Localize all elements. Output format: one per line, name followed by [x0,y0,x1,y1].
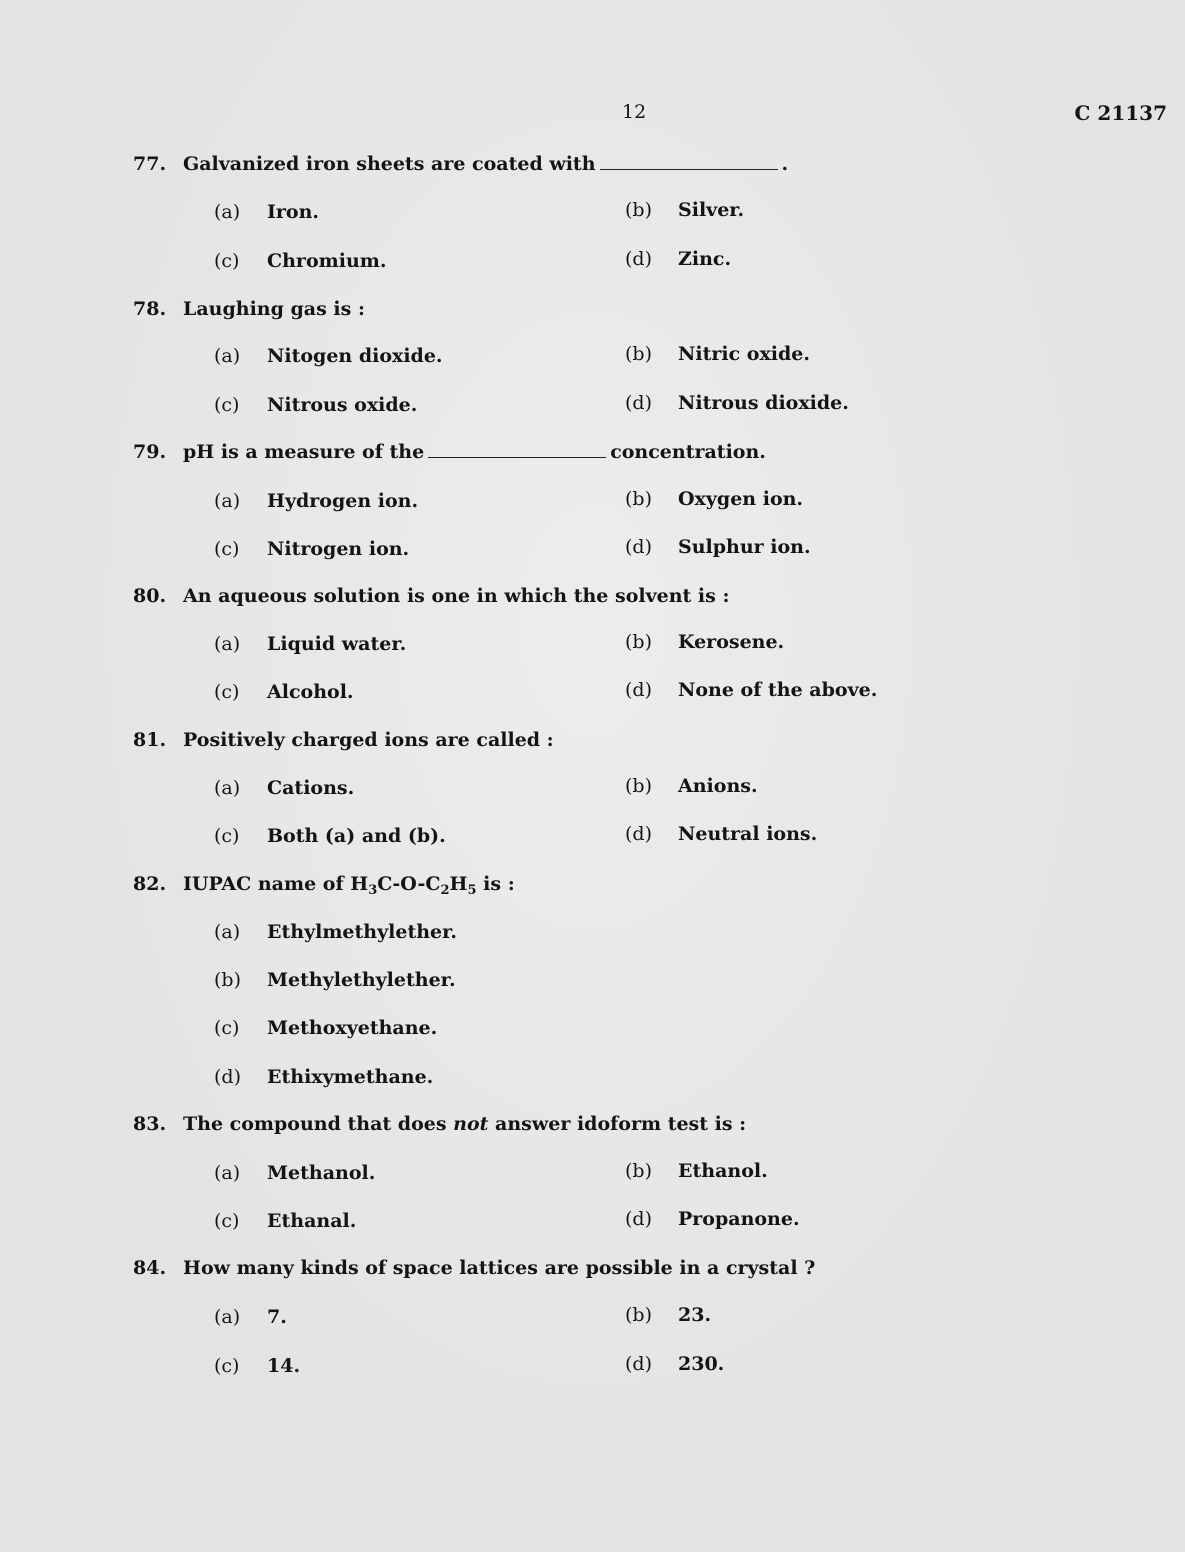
option-82a [214,921,457,943]
question-text-mid2: H [449,873,468,895]
option-label: (a) [214,633,241,655]
option-label: (b) [625,488,652,510]
question-text: IUPAC name of H [183,873,369,895]
question-82 [133,873,515,898]
page-number: 12 [622,101,647,123]
option-text: Methylethylether. [267,969,456,991]
option-83c [214,1210,356,1232]
question-number: 80. [133,585,167,607]
question-number: 79. [133,441,167,463]
option-text: None of the above. [678,679,878,701]
option-text: Liquid water. [267,633,407,655]
option-text: 14. [267,1355,301,1377]
subscript: 5 [467,883,477,898]
question-number: 84. [133,1257,167,1279]
option-label: (b) [625,1304,652,1326]
option-label: (b) [214,969,241,991]
option-label: (d) [625,392,652,414]
option-label: (d) [625,679,652,701]
option-84a [214,1306,287,1328]
option-text: Nitrogen ion. [267,538,410,560]
option-text: Sulphur ion. [678,536,811,558]
option-80b [625,631,784,653]
question-emphasis: not [453,1113,489,1135]
option-text: Ethylmethylether. [267,921,458,943]
question-80 [133,585,729,607]
question-text: pH is a measure of the [183,441,425,463]
option-text: Nitrous dioxide. [678,392,849,414]
option-84c [214,1355,300,1377]
question-number: 82. [133,873,167,895]
option-text: Zinc. [678,248,732,270]
subscript: 2 [440,883,450,898]
option-78b [625,343,810,365]
option-text: Methoxyethane. [267,1017,438,1039]
option-text: Cations. [267,777,355,799]
option-text: Neutral ions. [678,823,818,845]
option-label: (d) [625,1208,652,1230]
question-text-mid: C-O-C [377,873,441,895]
option-text: 23. [678,1304,712,1326]
option-label: (d) [625,1353,652,1375]
option-79a [214,490,418,512]
subscript: 3 [368,883,378,898]
option-text: Silver. [678,199,745,221]
question-text: Positively charged ions are called : [183,729,554,751]
option-text: Ethanal. [267,1210,357,1232]
option-text: Nitogen dioxide. [267,345,443,367]
question-text: Laughing gas is : [183,298,365,320]
question-77 [133,153,788,175]
option-text: Methanol. [267,1162,376,1184]
option-text: 7. [267,1306,287,1328]
option-text: Hydrogen ion. [267,490,419,512]
option-label: (a) [214,1306,241,1328]
question-79 [133,441,766,463]
answer-blank [600,153,778,170]
option-84d [625,1353,724,1375]
question-text-end: concentration. [610,441,766,463]
option-text: Both (a) and (b). [267,825,446,847]
option-label: (d) [625,823,652,845]
option-81c [214,825,446,847]
answer-blank [428,441,606,458]
question-text: The compound that does [183,1113,447,1135]
option-text: Propanone. [678,1208,800,1230]
option-79c [214,538,409,560]
question-78 [133,298,365,320]
option-text: Chromium. [267,250,387,272]
option-78d [625,392,849,414]
option-label: (c) [214,1210,240,1232]
option-79d [625,536,811,558]
question-84 [133,1257,815,1279]
question-83 [133,1113,746,1135]
option-77d [625,248,731,270]
option-78a [214,345,443,367]
option-84b [625,1304,711,1326]
question-text: How many kinds of space lattices are possible in a crystal ? [183,1257,816,1279]
option-label: (a) [214,1162,241,1184]
question-text-end: . [781,153,789,175]
option-label: (c) [214,250,240,272]
option-text: Anions. [678,775,758,797]
question-number: 81. [133,729,167,751]
option-83d [625,1208,800,1230]
option-78c [214,394,417,416]
option-82c [214,1017,437,1039]
question-text-end: answer idoform test is : [495,1113,747,1135]
option-label: (c) [214,825,240,847]
option-77c [214,250,386,272]
option-label: (d) [214,1066,241,1088]
question-number: 77. [133,153,167,175]
option-text: Nitrous oxide. [267,394,418,416]
option-text: 230. [678,1353,725,1375]
option-81d [625,823,817,845]
option-label: (a) [214,777,241,799]
option-text: Nitric oxide. [678,343,810,365]
option-80d [625,679,877,701]
option-label: (d) [625,248,652,270]
option-83a [214,1162,375,1184]
option-label: (c) [214,681,240,703]
option-82d [214,1066,433,1088]
option-80c [214,681,354,703]
question-text-end: is : [476,873,515,895]
option-81b [625,775,758,797]
option-77a [214,201,319,223]
option-label: (b) [625,199,652,221]
option-text: Iron. [267,201,319,223]
option-label: (a) [214,201,241,223]
option-label: (b) [625,775,652,797]
option-text: Oxygen ion. [678,488,804,510]
option-82b [214,969,456,991]
option-text: Alcohol. [267,681,354,703]
question-number: 78. [133,298,167,320]
option-label: (c) [214,1017,240,1039]
option-text: Ethanol. [678,1160,768,1182]
option-label: (a) [214,490,241,512]
option-83b [625,1160,768,1182]
question-number: 83. [133,1113,167,1135]
option-80a [214,633,406,655]
option-label: (b) [625,631,652,653]
question-text: Galvanized iron sheets are coated with [183,153,596,175]
option-label: (d) [625,536,652,558]
question-81 [133,729,554,751]
option-label: (a) [214,345,241,367]
option-label: (c) [214,1355,240,1377]
paper-code: C 21137 [1074,101,1167,125]
option-label: (b) [625,343,652,365]
option-77b [625,199,744,221]
question-text: An aqueous solution is one in which the solvent is : [183,585,730,607]
option-label: (a) [214,921,241,943]
option-79b [625,488,803,510]
option-label: (c) [214,538,240,560]
option-label: (b) [625,1160,652,1182]
option-81a [214,777,354,799]
option-text: Ethixymethane. [267,1066,434,1088]
option-label: (c) [214,394,240,416]
option-text: Kerosene. [678,631,785,653]
